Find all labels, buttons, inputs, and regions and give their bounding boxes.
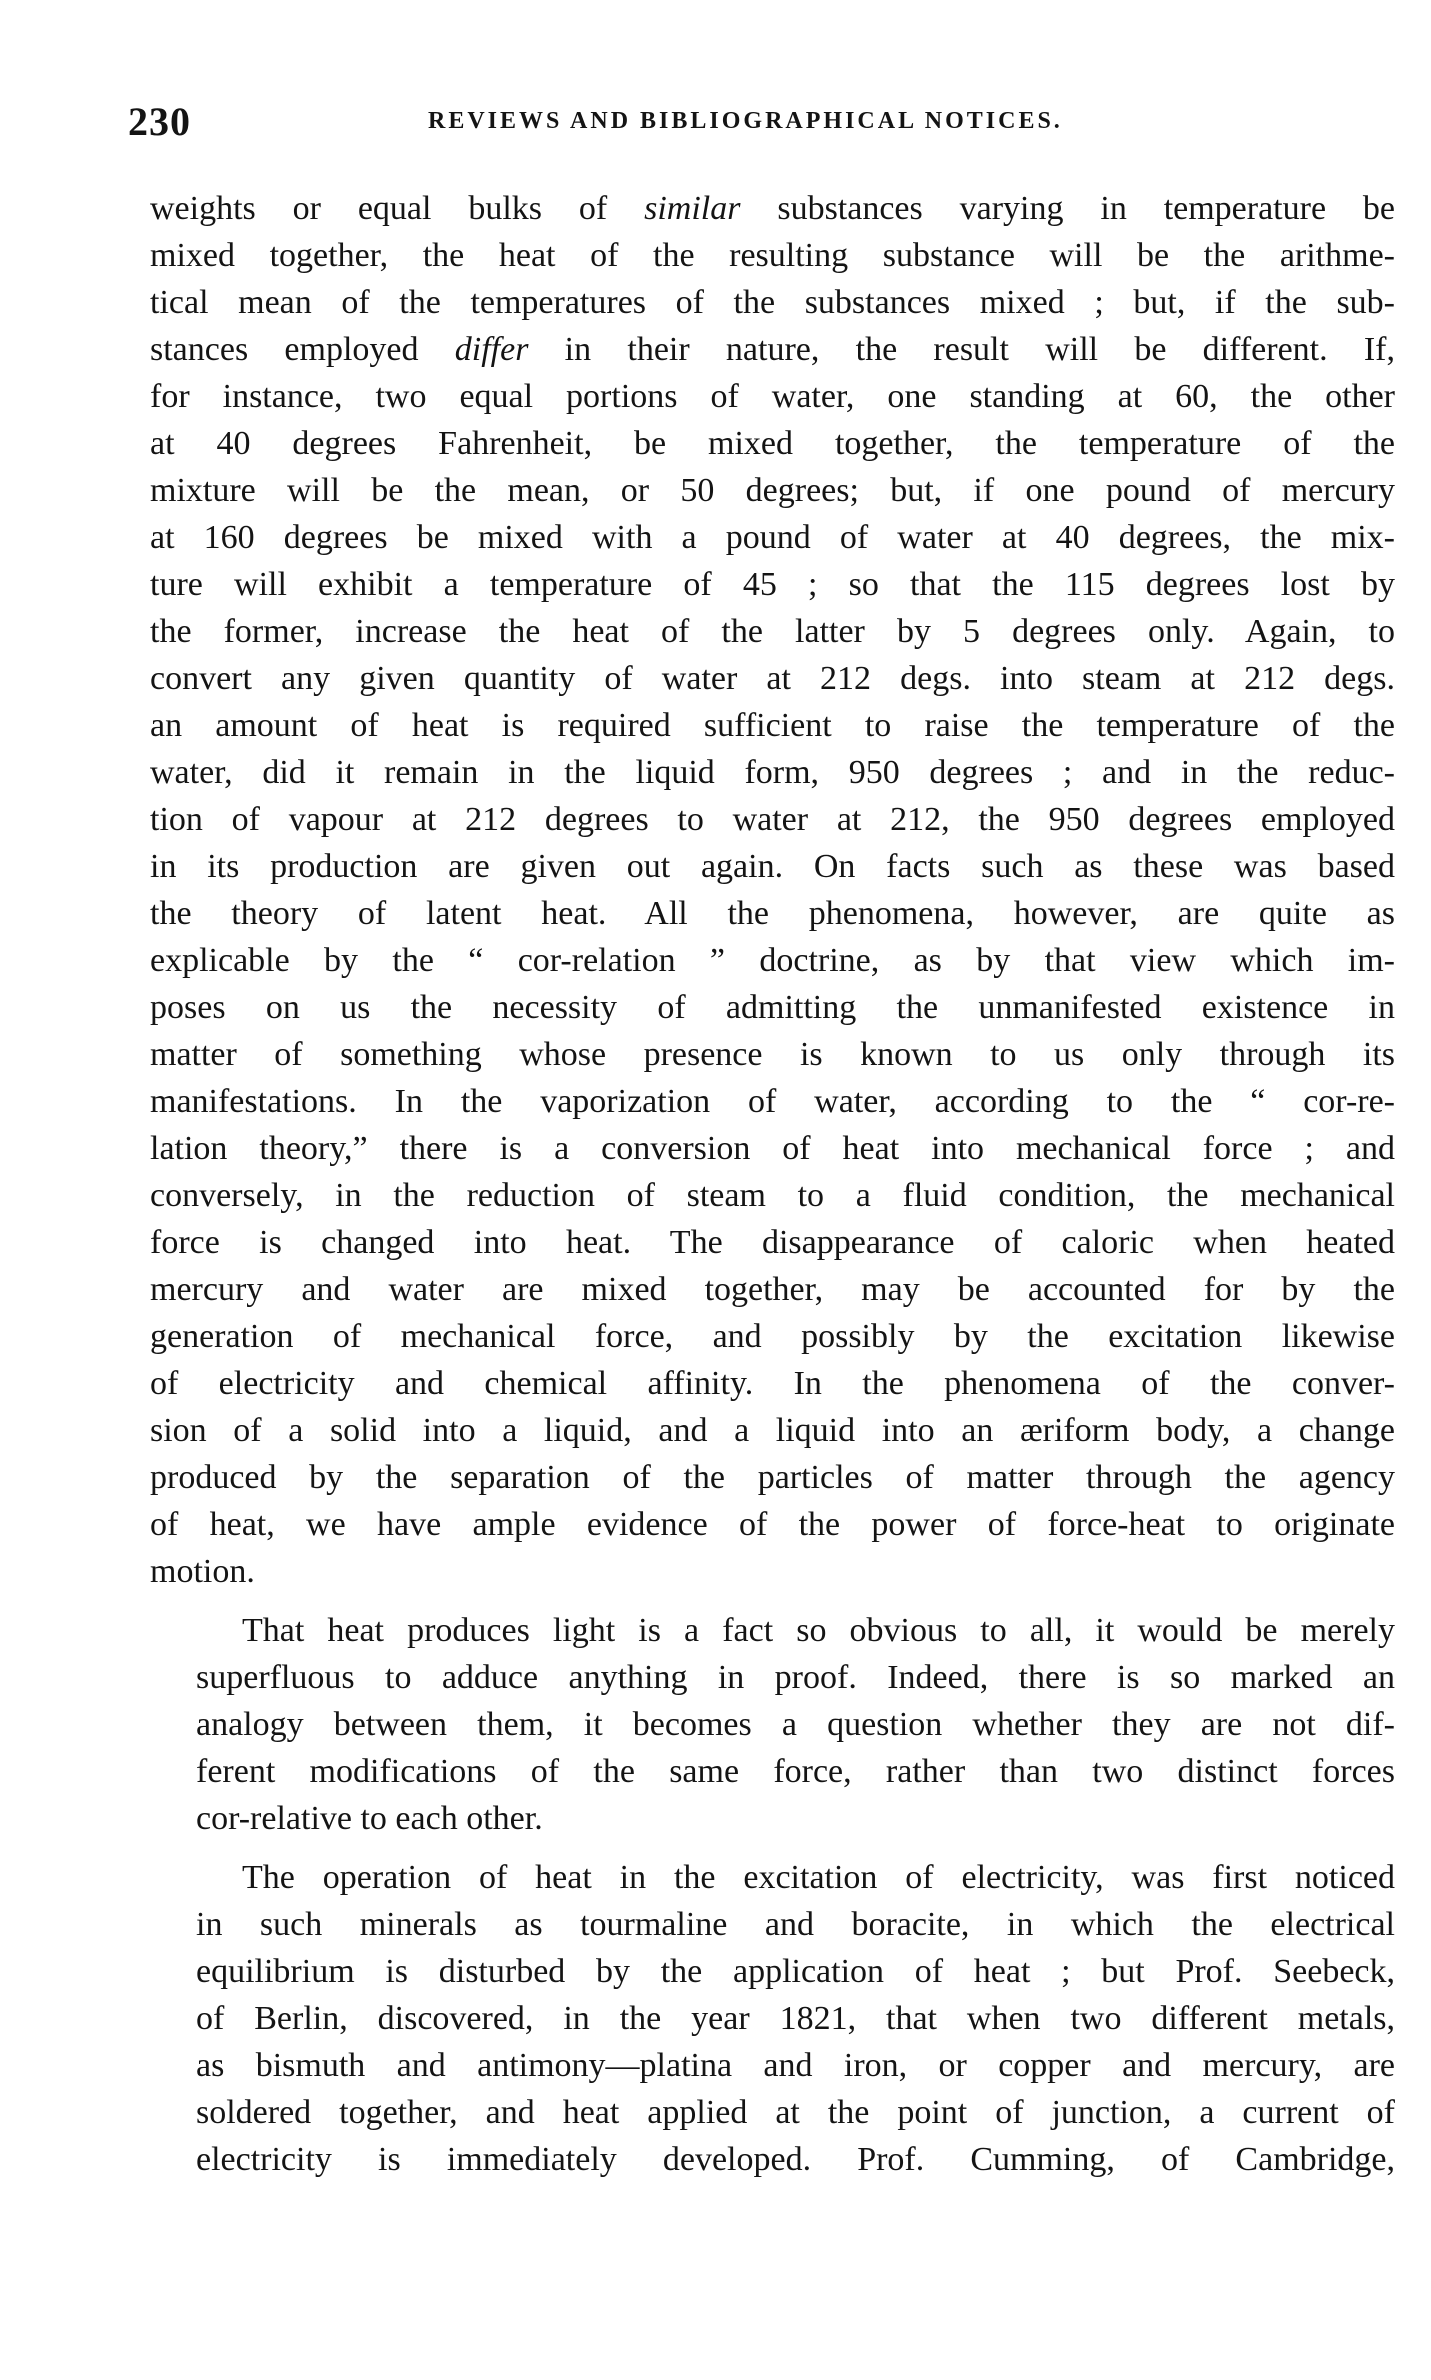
text-line: water, did it remain in the liquid form, 950 degrees ; and in the reduc- (150, 754, 1395, 791)
text-line: explicable by the “ cor-relation ” doctrine, as by that view which im- (150, 942, 1395, 979)
text-line: in such minerals as tourmaline and boracite, in which the electrical (196, 1906, 1395, 1943)
text-line: analogy between them, it becomes a question whether they are not dif- (196, 1706, 1395, 1743)
text-line: motion. (150, 1553, 255, 1590)
text-line: tion of vapour at 212 degrees to water at 212, the 950 degrees employed (150, 801, 1395, 838)
text-line: manifestations. In the vaporization of water, according to the “ cor-re- (150, 1083, 1395, 1120)
text-line: electricity is immediately developed. Prof. Cumming, of Cambridge, (196, 2141, 1395, 2178)
text-line: at 40 degrees Fahrenheit, be mixed together, the temperature of the (150, 425, 1395, 462)
text-line: The operation of heat in the excitation of electricity, was first noticed (242, 1859, 1395, 1896)
text-line: stances employed differ in their nature, the result will be different. If, (150, 331, 1395, 368)
text-line: tical mean of the temperatures of the substances mixed ; but, if the sub- (150, 284, 1395, 321)
body-text (150, 185, 1395, 2195)
text-line: an amount of heat is required sufficient to raise the temperature of the (150, 707, 1395, 744)
text-line: superfluous to adduce anything in proof. Indeed, there is so marked an (196, 1659, 1395, 1696)
text-line: cor-relative to each other. (196, 1800, 543, 1837)
text-line: the theory of latent heat. All the phenomena, however, are quite as (150, 895, 1395, 932)
text-line: of Berlin, discovered, in the year 1821, that when two different metals, (196, 2000, 1395, 2037)
text-line: mixed together, the heat of the resulting substance will be the arithme- (150, 237, 1395, 274)
text-line: the former, increase the heat of the latter by 5 degrees only. Again, to (150, 613, 1395, 650)
text-line: weights or equal bulks of similar substances varying in temperature be (150, 190, 1396, 227)
text-line: matter of something whose presence is known to us only through its (150, 1036, 1395, 1073)
text-line: produced by the separation of the particles of matter through the agency (150, 1459, 1395, 1496)
text-line: at 160 degrees be mixed with a pound of water at 40 degrees, the mix- (150, 519, 1395, 556)
text-line: soldered together, and heat applied at the point of junction, a current of (196, 2094, 1395, 2131)
page-header (128, 98, 1298, 148)
text-line: of heat, we have ample evidence of the power of force-heat to originate (150, 1506, 1395, 1543)
text-line: generation of mechanical force, and possibly by the excitation likewise (150, 1318, 1395, 1355)
text-line: ture will exhibit a temperature of 45 ; so that the 115 degrees lost by (150, 566, 1395, 603)
text-line: convert any given quantity of water at 212 degs. into steam at 212 degs. (150, 660, 1395, 697)
text-line: ferent modifications of the same force, rather than two distinct forces (196, 1753, 1395, 1790)
running-head: REVIEWS AND BIBLIOGRAPHICAL NOTICES. (428, 108, 1063, 134)
text-line: of electricity and chemical affinity. In the phenomena of the conver- (150, 1365, 1395, 1402)
paragraph-1 (150, 185, 1395, 1595)
text-line: in its production are given out again. On facts such as these was based (150, 848, 1395, 885)
text-line: sion of a solid into a liquid, and a liquid into an æriform body, a change (150, 1412, 1395, 1449)
text-line: conversely, in the reduction of steam to a fluid condition, the mechanical (150, 1177, 1395, 1214)
text-line: for instance, two equal portions of water, one standing at 60, the other (150, 378, 1395, 415)
paragraph-2 (150, 1607, 1395, 1842)
text-line: lation theory,” there is a conversion of heat into mechanical force ; and (150, 1130, 1395, 1167)
text-line: That heat produces light is a fact so obvious to all, it would be merely (242, 1612, 1395, 1649)
page-number: 230 (128, 99, 191, 144)
text-line: as bismuth and antimony—platina and iron, or copper and mercury, are (196, 2047, 1395, 2084)
text-line: mixture will be the mean, or 50 degrees; but, if one pound of mercury (150, 472, 1395, 509)
text-line: force is changed into heat. The disappearance of caloric when heated (150, 1224, 1395, 1261)
text-line: poses on us the necessity of admitting the unmanifested existence in (150, 989, 1395, 1026)
paragraph-3 (150, 1854, 1395, 2183)
text-line: equilibrium is disturbed by the application of heat ; but Prof. Seebeck, (196, 1953, 1395, 1990)
text-line: mercury and water are mixed together, may be accounted for by the (150, 1271, 1395, 1308)
